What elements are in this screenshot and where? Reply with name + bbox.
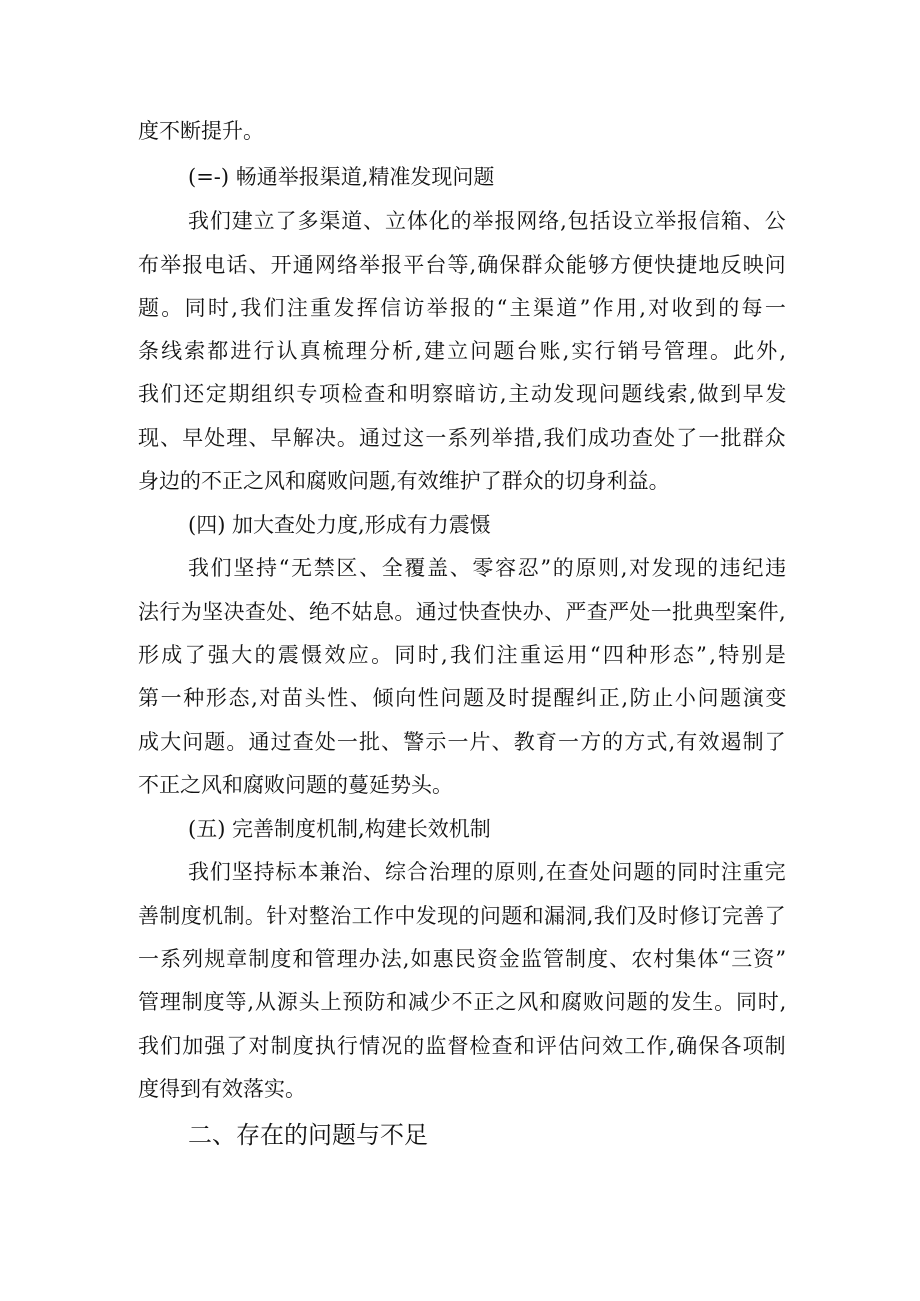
- subheading-2: (=-) 畅通举报渠道,精准发现问题: [188, 165, 495, 189]
- paragraph-line: 身边的不正之风和腐败问题,有效维护了群众的切身利益。: [138, 469, 670, 493]
- paragraph-line: 第一种形态,对苗头性、倾向性问题及时提醒纠正,防止小问题演变: [138, 686, 788, 710]
- subheading-4: (四) 加大查处力度,形成有力震慑: [188, 513, 491, 537]
- paragraph-line: 我们建立了多渠道、立体化的举报网络,包括设立举报信箱、公: [188, 209, 787, 233]
- paragraph-line: 布举报电话、开通网络举报平台等,确保群众能够方便快捷地反映问: [138, 253, 787, 277]
- paragraph-line: 题。同时,我们注重发挥信访举报的“主渠道”作用,对收到的每一: [138, 296, 788, 320]
- paragraph-line: 我们加强了对制度执行情况的监督检查和评估问效工作,确保各项制: [138, 1034, 787, 1058]
- paragraph-line: 度得到有效落实。: [138, 1077, 306, 1101]
- paragraph-line: 我们坚持标本兼治、综合治理的原则,在查处问题的同时注重完: [188, 860, 787, 884]
- paragraph-line: 条线索都进行认真梳理分析,建立问题台账,实行销号管理。此外,: [138, 339, 788, 363]
- paragraph-line: 度不断提升。: [138, 119, 264, 143]
- paragraph-line: 不正之风和腐败问题的蔓延势头。: [138, 773, 453, 797]
- subheading-5: (五) 完善制度机制,构建长效机制: [188, 817, 491, 841]
- paragraph-line: 现、早处理、早解决。通过这一系列举措,我们成功查处了一批群众: [138, 426, 787, 450]
- paragraph-line: 我们坚持“无禁区、全覆盖、零容忍”的原则,对发现的违纪违: [188, 556, 788, 580]
- paragraph-line: 善制度机制。针对整治工作中发现的问题和漏洞,我们及时修订完善了: [138, 904, 786, 928]
- paragraph-line: 法行为坚决查处、绝不姑息。通过快查快办、严查严处一批典型案件,: [138, 600, 786, 624]
- section-heading: 二、存在的问题与不足: [188, 1121, 428, 1149]
- paragraph-line: 成大问题。通过查处一批、警示一片、教育一方的方式,有效遏制了: [138, 730, 787, 754]
- paragraph-line: 一系列规章制度和管理办法,如惠民资金监管制度、农村集体“三资”: [138, 947, 787, 971]
- paragraph-line: 形成了强大的震慑效应。同时,我们注重运用“四种形态”,特别是: [138, 643, 788, 667]
- paragraph-line: 管理制度等,从源头上预防和减少不正之风和腐败问题的发生。同时,: [138, 990, 787, 1014]
- paragraph-line: 我们还定期组织专项检查和明察暗访,主动发现问题线索,做到早发: [138, 382, 788, 406]
